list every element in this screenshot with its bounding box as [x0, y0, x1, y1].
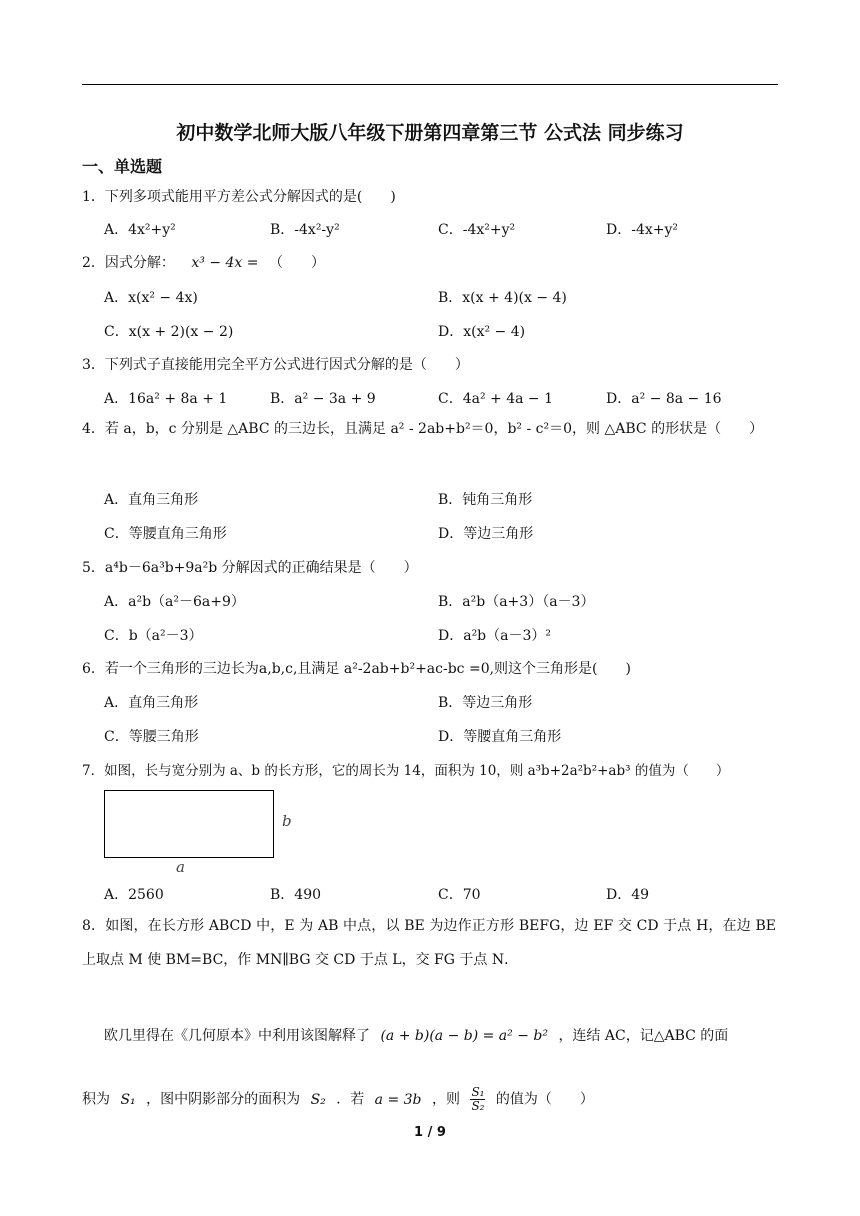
section-heading: 一、单选题 — [82, 157, 163, 176]
question-8-stem: 8．如图，在长方形 ABCD 中，E 为 AB 中点，以 BE 为边作正方形 BEFG，边 EF 交 CD 于点 H，在边 BE 上取点 M 使 BM=BC，作 MN∥BG 交 CD 于点 L，交 FG 于点 N． — [82, 918, 776, 968]
q8-para2-e: 的值为（ ） — [495, 1091, 594, 1108]
q8-condition: a = 3b — [374, 1091, 422, 1108]
q8-fraction — [470, 1086, 485, 1113]
q3-option-b[interactable]: B．a² − 3a + 9 — [270, 391, 376, 407]
q5-option-b[interactable]: B．a²b（a+3）（a－3） — [438, 594, 595, 610]
q3-option-c[interactable]: C．4a² + 4a − 1 — [438, 391, 554, 407]
fraction-denominator: S₂ — [471, 1099, 485, 1113]
header-rule — [82, 84, 778, 85]
figure-label-b: b — [282, 812, 292, 830]
q6-option-a[interactable]: A．直角三角形 — [104, 695, 199, 711]
q1-option-b[interactable]: B．-4x²-y² — [270, 222, 340, 238]
q1-option-d[interactable]: D．-4x+y² — [606, 222, 679, 238]
q8-para2-d: ，则 — [431, 1091, 460, 1108]
q8-paragraph-2 — [82, 1086, 594, 1113]
fraction-numerator: S₁ — [471, 1085, 485, 1099]
question-4-stem: 4．若 a，b，c 分别是 △ABC 的三边长，且满足 a² - 2ab+b²＝0，b² - c²＝0，则 △ABC 的形状是（ ） — [82, 421, 764, 437]
question-6-stem: 6．若一个三角形的三边长为a,b,c,且满足 a²-2ab+b²+ac-bc =0,则这个三角形是( ) — [82, 661, 631, 677]
page-title: 初中数学北师大版八年级下册第四章第三节 公式法 同步练习 — [176, 122, 684, 144]
q8-para2-b: ，图中阴影部分的面积为 — [146, 1091, 301, 1108]
q6-option-d[interactable]: D．等腰直角三角形 — [438, 729, 562, 745]
page-number: 1 / 9 — [414, 1125, 446, 1140]
q2-stem-pre: 2．因式分解： — [82, 255, 175, 271]
q2-option-a[interactable]: A．x(x² − 4x) — [104, 290, 198, 306]
q5-option-c[interactable]: C．b（a²－3） — [104, 628, 203, 644]
q2-option-c[interactable]: C．x(x + 2)(x − 2) — [104, 324, 234, 340]
question-3-stem: 3．下列式子直接能用完全平方公式进行因式分解的是（ ） — [82, 357, 469, 373]
q4-option-a[interactable]: A．直角三角形 — [104, 492, 199, 508]
question-7-stem: 7．如图，长与宽分别为 a、b 的长方形，它的周长为 14，面积为 10，则 a³b+2a²b²+ab³ 的值为（ ） — [82, 763, 730, 779]
q3-option-d[interactable]: D．a² − 8a − 16 — [606, 391, 722, 407]
q2-option-b[interactable]: B．x(x + 4)(x − 4) — [438, 290, 567, 306]
q8-para2-a: 积为 — [82, 1091, 110, 1108]
rectangle-figure — [104, 790, 274, 858]
question-2-stem — [82, 252, 325, 272]
q8-para2-c: ．若 — [336, 1091, 365, 1108]
q2-option-d[interactable]: D．x(x² − 4) — [438, 324, 526, 340]
q8-s2: S₂ — [310, 1091, 326, 1108]
question-5-stem: 5．a⁴b－6a³b+9a²b 分解因式的正确结果是（ ） — [82, 560, 418, 576]
q3-option-a[interactable]: A．16a² + 8a + 1 — [104, 391, 228, 407]
q4-option-d[interactable]: D．等边三角形 — [438, 526, 534, 542]
q6-option-b[interactable]: B．等边三角形 — [438, 695, 533, 711]
q7-option-a[interactable]: A．2560 — [104, 887, 164, 903]
q1-option-a[interactable]: A．4x²+y² — [104, 222, 176, 238]
question-1-stem: 1．下列多项式能用平方差公式分解因式的是( ) — [82, 189, 396, 205]
q8-para1-post: ，连结 AC，记△ABC 的面 — [558, 1028, 729, 1044]
q8-s1: S₁ — [120, 1091, 136, 1108]
q5-option-d[interactable]: D．a²b（a－3）² — [438, 628, 552, 644]
figure-label-a: a — [176, 858, 185, 876]
q8-paragraph-1 — [104, 1025, 728, 1045]
q6-option-c[interactable]: C．等腰三角形 — [104, 729, 199, 745]
q7-option-b[interactable]: B．490 — [270, 887, 322, 903]
q2-stem-post: （ ） — [268, 255, 325, 271]
q4-option-b[interactable]: B．钝角三角形 — [438, 492, 533, 508]
q1-option-c[interactable]: C．-4x²+y² — [438, 222, 516, 238]
q8-para1-math: (a + b)(a − b) = a² − b² — [380, 1028, 548, 1044]
q7-option-c[interactable]: C．70 — [438, 887, 481, 903]
q4-option-c[interactable]: C．等腰直角三角形 — [104, 526, 227, 542]
q5-option-a[interactable]: A．a²b（a²－6a+9） — [104, 594, 245, 610]
q8-para1-pre: 欧几里得在《几何原本》中利用该图解释了 — [104, 1028, 370, 1044]
q2-stem-math: x³ − 4x = — [191, 255, 259, 271]
q7-option-d[interactable]: D．49 — [606, 887, 650, 903]
